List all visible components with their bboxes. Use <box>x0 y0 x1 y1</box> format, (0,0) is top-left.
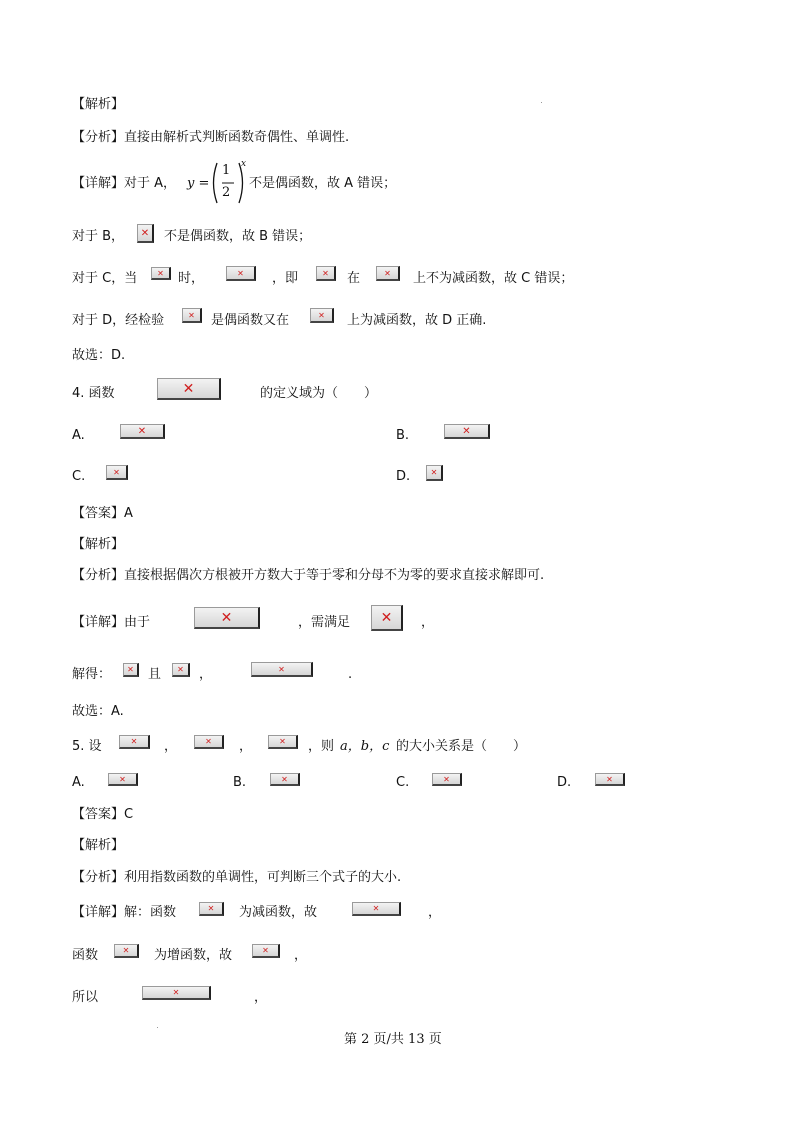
broken-image-icon: ✕ <box>194 735 224 749</box>
broken-image-icon: ✕ <box>194 607 260 629</box>
broken-image-icon: ✕ <box>108 773 138 786</box>
broken-image-icon: ✕ <box>142 986 211 1000</box>
broken-image-icon: ✕ <box>371 605 403 631</box>
formula-y: y = <box>187 176 210 191</box>
q4-option-b-label: B. <box>396 428 410 443</box>
q3-c-prefix: 对于 C，当 <box>72 271 138 286</box>
q4-detail-end: ， <box>421 615 435 630</box>
q5-inc-end: ， <box>294 948 308 963</box>
broken-image-icon: ✕ <box>119 735 150 749</box>
formula-exponent: x <box>241 159 247 169</box>
q5-detail-mid: 为减函数，故 <box>239 905 318 920</box>
q4-analysis: 【分析】直接根据偶次方根被开方数大于等于零和分母不为零的要求直接求解即可. <box>72 568 545 583</box>
q4-option-d-label: D. <box>396 469 411 484</box>
broken-image-icon: ✕ <box>123 663 139 677</box>
q3-c-ji: ，即 <box>272 271 299 286</box>
q3-c-when: 时， <box>178 271 205 286</box>
q5-answer: 【答案】C <box>72 807 134 822</box>
analysis-label: 【解析】 <box>72 97 125 112</box>
broken-image-icon: ✕ <box>157 378 221 400</box>
q3-select: 故选：D. <box>72 348 126 363</box>
broken-image-icon: ✕ <box>172 663 190 677</box>
q5-inc-mid: 为增函数，故 <box>154 948 233 963</box>
broken-image-icon: ✕ <box>310 308 334 323</box>
broken-image-icon: ✕ <box>595 773 625 786</box>
q3-d-mid: 是偶函数又在 <box>211 313 290 328</box>
q4-solve-prefix: 解得： <box>72 667 112 682</box>
q3-analysis: 【分析】直接由解析式判断函数奇偶性、单调性. <box>72 130 350 145</box>
q3-d-suffix: 上为减函数，故 D 正确. <box>347 313 487 328</box>
broken-image-icon: ✕ <box>251 662 313 677</box>
q5-analysis: 【分析】利用指数函数的单调性，可判断三个式子的大小. <box>72 870 402 885</box>
formula-denominator: 2 <box>222 185 231 200</box>
q4-stem-suffix: 的定义域为（ ） <box>260 386 378 401</box>
q5-so-prefix: 所以 <box>72 990 99 1005</box>
broken-image-icon: ✕ <box>352 902 401 916</box>
q3-c-suffix: 上不为减函数，故 C 错误； <box>413 271 574 286</box>
q5-so-end: ， <box>254 990 268 1005</box>
q4-solve-end: . <box>348 667 353 682</box>
q5-inc-prefix: 函数 <box>72 948 99 963</box>
page-footer: 第 2 页/共 13 页 <box>344 1032 442 1047</box>
q5-option-c-label: C. <box>396 775 410 790</box>
broken-image-icon: ✕ <box>252 944 280 958</box>
broken-image-icon: ✕ <box>270 773 300 786</box>
broken-image-icon: ✕ <box>199 902 224 916</box>
stray-mark <box>157 1027 158 1028</box>
q3-detail-prefix: 【详解】对于 A， <box>72 176 177 191</box>
q5-vars: a，b，c <box>340 739 390 754</box>
q4-analysis-label: 【解析】 <box>72 537 125 552</box>
q5-option-d-label: D. <box>557 775 572 790</box>
q5-option-b-label: B. <box>233 775 247 790</box>
q4-answer: 【答案】A <box>72 506 133 521</box>
q4-stem-prefix: 4. 函数 <box>72 386 115 401</box>
broken-image-icon: ✕ <box>444 424 490 439</box>
broken-image-icon: ✕ <box>114 944 139 958</box>
q3-b-suffix: 不是偶函数，故 B 错误； <box>164 229 312 244</box>
q5-analysis-label: 【解析】 <box>72 838 125 853</box>
broken-image-icon: ✕ <box>268 735 298 749</box>
q3-b-prefix: 对于 B， <box>72 229 125 244</box>
q5-detail-end: ， <box>428 905 442 920</box>
broken-image-icon: ✕ <box>151 267 171 280</box>
q4-solve-comma: ， <box>199 667 213 682</box>
q4-detail-need: ，需满足 <box>298 615 351 630</box>
broken-image-icon: ✕ <box>120 424 165 439</box>
stray-mark <box>541 102 542 103</box>
q5-stem-prefix: 5. 设 <box>72 739 102 754</box>
q4-solve-and: 且 <box>148 667 162 682</box>
q4-detail-prefix: 【详解】由于 <box>72 615 151 630</box>
q3-detail-suffix: 不是偶函数，故 A 错误； <box>249 176 397 191</box>
q5-stem-suffix: 的大小关系是（ ） <box>396 739 527 754</box>
broken-image-icon: ✕ <box>106 465 128 480</box>
q4-option-a-label: A. <box>72 428 85 443</box>
q5-option-a-label: A. <box>72 775 85 790</box>
q4-option-c-label: C. <box>72 469 86 484</box>
broken-image-icon: ✕ <box>376 266 400 281</box>
broken-image-icon: ✕ <box>182 308 202 323</box>
broken-image-icon: ✕ <box>137 224 154 243</box>
q5-detail-prefix: 【详解】解：函数 <box>72 905 177 920</box>
q5-comma-1: ， <box>164 739 178 754</box>
formula-numerator: 1 <box>222 163 231 178</box>
q5-stem-then: ，则 <box>308 739 335 754</box>
broken-image-icon: ✕ <box>432 773 462 786</box>
q3-c-zai: 在 <box>347 271 361 286</box>
q4-select: 故选：A. <box>72 704 124 719</box>
q5-comma-2: ， <box>239 739 253 754</box>
broken-image-icon: ✕ <box>226 266 256 281</box>
q3-d-prefix: 对于 D，经检验 <box>72 313 165 328</box>
broken-image-icon: ✕ <box>316 266 336 281</box>
broken-image-icon: ✕ <box>426 465 443 481</box>
